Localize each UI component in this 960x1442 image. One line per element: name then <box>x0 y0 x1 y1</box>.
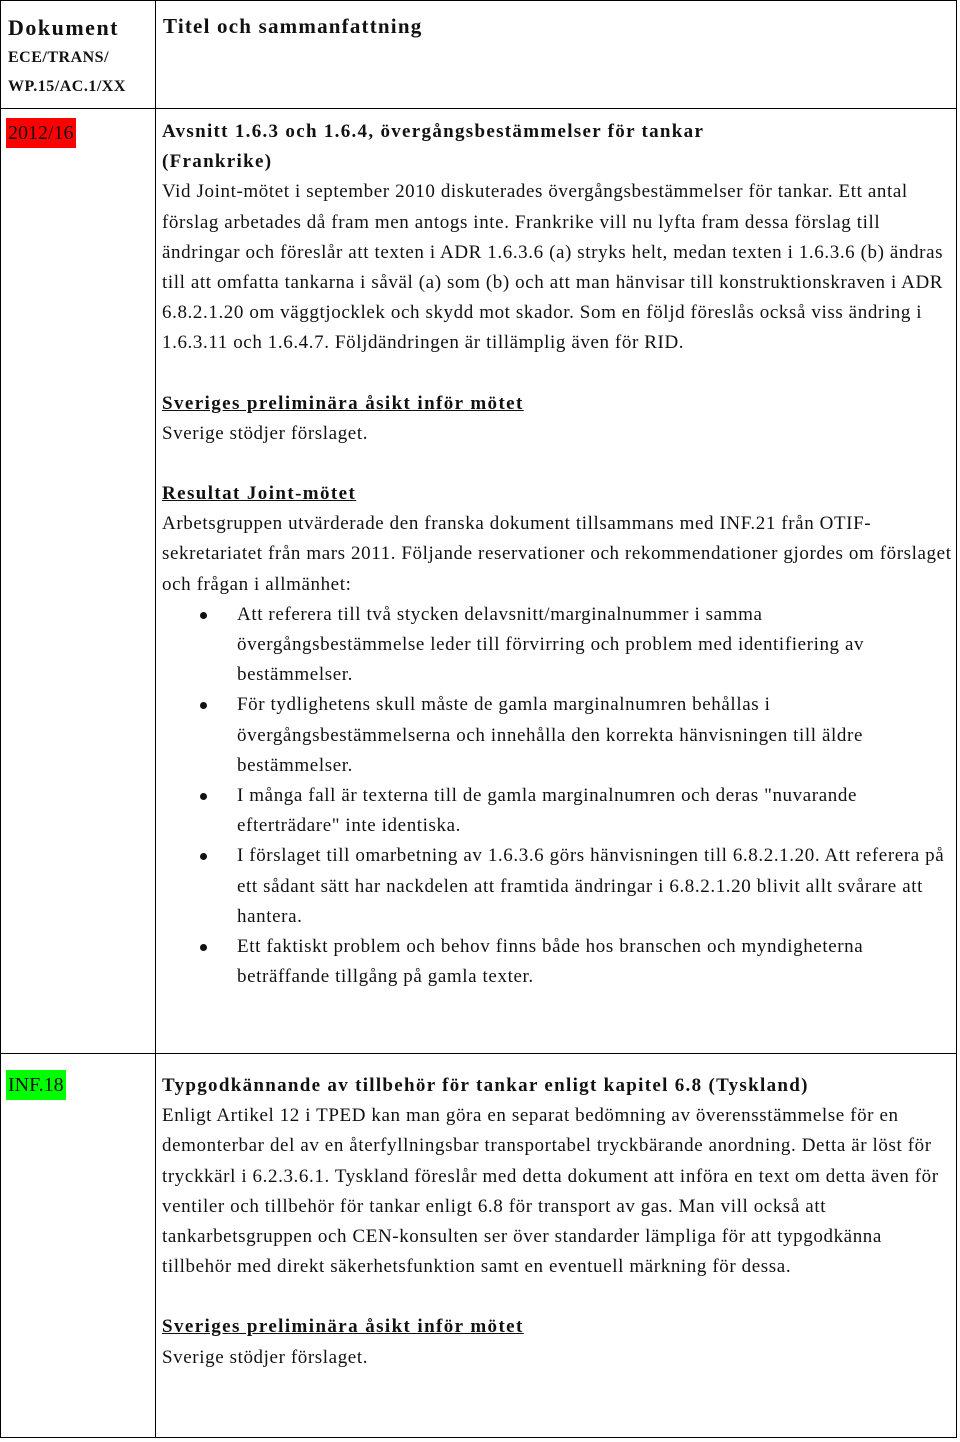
doc-label: Dokument <box>8 15 120 40</box>
row-2-content <box>162 1071 952 1373</box>
row-divider <box>0 1053 957 1054</box>
row-2-position-text: Sverige stödjer förslaget. <box>162 1346 369 1368</box>
row-1-content <box>162 117 952 992</box>
bullet-icon <box>200 853 207 860</box>
header-title: Titel och sammanfattning <box>163 14 423 38</box>
doc-number-inf-18[interactable]: INF.18 <box>6 1070 66 1100</box>
bullet-icon <box>200 793 207 800</box>
doc-number-2012-16[interactable]: 2012/16 <box>6 118 76 148</box>
row-2-heading: Typgodkännande av tillbehör för tankar enligt kapitel 6.8 (Tyskland) <box>162 1075 809 1096</box>
row-1-heading-line-1: Avsnitt 1.6.3 och 1.6.4, övergångsbestämmelser för tankar <box>162 121 705 142</box>
row-1-heading-line-2: (Frankrike) <box>162 151 273 173</box>
row-1-body: Vid Joint-mötet i september 2010 diskuterades övergångsbestämmelser för tankar. Ett antal förslag arbetades då fram men antogs inte. Frankrike vill nu lyfta fram dessa förslag till ändringar och föreslår att texten i ADR 1.6.3.6 (a) stryks helt, medan texten i 1.6.3.6 (b) ändras till att omfatta tankarna i såväl (a) som (b) och att man hänvisar till konstruktionskraven i ADR 6.8.2.1.20 om väggtjocklek och skydd mot skador. Som en följd föreslås också viss ändring i 1.6.3.11 och 1.6.4.7. Följdändringen är tillämplig även för RID. <box>162 181 944 354</box>
row-1-bullet-list <box>162 600 952 993</box>
row-2-body: Enligt Artikel 12 i TPED kan man göra en separat bedömning av överensstämmelse för en demonterbar del av en återfyllningsbar transportabel tryckbärande anordning. Detta är löst för tryckkärl i 6.2.3.6.1. Tyskland föreslår med detta dokument att införa en text om detta även för ventiler och tillbehör för tankar enligt 6.8 för transport av gas. Man vill också att tankarbetsgruppen och CEN-konsulten ser över standarder lämpliga för att typgodkänna tillbehör med direkt säkerhetsfunktion samt en eventuell märkning för dessa. <box>162 1105 939 1278</box>
list-item: I förslaget till omarbetning av 1.6.3.6 görs hänvisningen till 6.8.2.1.20. Att referera på ett sådant sätt har nackdelen att framtida ändringar i 6.8.2.1.20 blivit allt svårare att hantera. <box>162 841 952 932</box>
bullet-icon <box>200 702 207 709</box>
bullet-icon <box>200 612 207 619</box>
doc-code-2: WP.15/AC.1/XX <box>8 78 126 95</box>
doc-code-1: ECE/TRANS/ <box>8 49 110 66</box>
row-1-position-text: Sverige stödjer förslaget. <box>162 422 369 444</box>
list-item: I många fall är texterna till de gamla marginalnumren och deras "nuvarande efterträdare" inte identiska. <box>162 781 952 841</box>
column-divider <box>155 0 156 1438</box>
header-divider <box>0 108 957 109</box>
row-2-position-heading: Sveriges preliminära åsikt inför mötet <box>162 1316 524 1338</box>
row-1-result-text: Arbetsgruppen utvärderade den franska dokument tillsammans med INF.21 från OTIF-sekretariatet från mars 2011. Följande reservationer och rekommendationer gjordes om förslaget och frågan i allmänhet: <box>162 513 952 595</box>
list-item: Att referera till två stycken delavsnitt/marginalnummer i samma övergångsbestämmelse leder till förvirring och problem med identifiering av bestämmelser. <box>162 600 952 691</box>
list-item: Ett faktiskt problem och behov finns både hos branschen och myndigheterna beträffande tillgång på gamla texter. <box>162 932 952 992</box>
row-1-position-heading: Sveriges preliminära åsikt inför mötet <box>162 392 524 414</box>
list-item: För tydlighetens skull måste de gamla marginalnumren behållas i övergångsbestämmelserna och innehålla den korrekta hänvisningen till äldre bestämmelser. <box>162 690 952 781</box>
header-document-column <box>8 12 126 102</box>
row-1-result-heading: Resultat Joint-mötet <box>162 483 357 505</box>
bullet-icon <box>200 944 207 951</box>
